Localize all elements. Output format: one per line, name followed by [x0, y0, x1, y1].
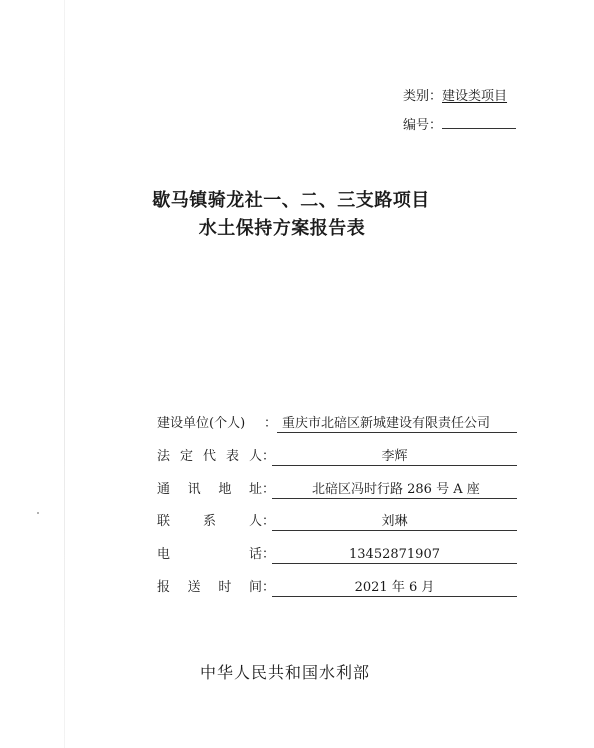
- contact-person-value: 刘琳: [381, 514, 408, 529]
- label-char: 人: [248, 514, 262, 529]
- category-value: 建设类项目: [442, 89, 508, 104]
- field-legal-representative: [157, 448, 517, 468]
- field-label-contact-person: [157, 513, 262, 531]
- field-label-legal-representative: [157, 448, 262, 466]
- submission-date-value: 2021 年 6 月: [354, 580, 435, 595]
- field-value-legal-representative: [272, 448, 517, 466]
- field-label-telephone: [157, 546, 262, 564]
- field-colon: ：: [262, 580, 276, 595]
- issuing-ministry: 中华人民共和国水利部: [199, 663, 370, 682]
- field-colon: ：: [262, 547, 276, 562]
- field-construction-unit: [157, 415, 517, 435]
- field-value-mailing-address: [272, 481, 517, 499]
- mailing-address-value: 北碚区冯时行路 286 号 A 座: [312, 482, 480, 497]
- field-mailing-address: [157, 481, 517, 501]
- label-char: 系: [202, 514, 216, 529]
- field-value-contact-person: [272, 513, 517, 531]
- label-char: 定: [179, 449, 193, 464]
- label-char: 讯: [187, 482, 201, 497]
- field-contact-person: [157, 513, 517, 533]
- field-value-telephone: [272, 546, 517, 564]
- label-char: 法: [157, 449, 171, 464]
- number-line: [403, 116, 516, 134]
- field-colon: ：: [264, 416, 278, 431]
- label-char: 间: [248, 580, 262, 595]
- field-telephone: [157, 546, 517, 566]
- label-char: 代: [202, 449, 216, 464]
- field-label-submission-date: [157, 579, 262, 597]
- field-colon: ：: [262, 449, 276, 464]
- label-char: 送: [187, 580, 201, 595]
- label-char: 报: [157, 580, 171, 595]
- construction-unit-value: 重庆市北碚区新城建设有限责任公司: [282, 416, 491, 431]
- field-label-mailing-address: [157, 481, 262, 499]
- legal-representative-value: 李辉: [381, 449, 408, 464]
- report-title-line-1: 歇马镇骑龙社一、二、三支路项目: [152, 190, 430, 211]
- telephone-value: 13452871907: [349, 547, 440, 562]
- category-label: 类别：: [403, 89, 443, 104]
- label-char: 地: [218, 482, 232, 497]
- field-submission-date: [157, 579, 517, 599]
- field-value-construction-unit: [277, 415, 517, 433]
- field-colon: ：: [262, 482, 276, 497]
- field-value-submission-date: [272, 579, 517, 597]
- scan-speck: [37, 512, 39, 514]
- label-char: 址: [248, 482, 262, 497]
- scan-edge-line: [64, 0, 65, 748]
- report-title-line-2: 水土保持方案报告表: [198, 218, 366, 239]
- label-char: 表: [225, 449, 239, 464]
- label-char: 联: [157, 514, 171, 529]
- label-char: 话: [248, 547, 262, 562]
- field-label-construction-unit: 建设单位(个人): [157, 416, 246, 431]
- label-char: 时: [218, 580, 232, 595]
- number-blank-underline: [442, 116, 516, 129]
- label-char: 人: [248, 449, 262, 464]
- field-colon: ：: [262, 514, 276, 529]
- label-char: 电: [157, 547, 171, 562]
- category-line: [403, 89, 507, 105]
- label-char: 通: [157, 482, 171, 497]
- number-label: 编号：: [403, 118, 443, 133]
